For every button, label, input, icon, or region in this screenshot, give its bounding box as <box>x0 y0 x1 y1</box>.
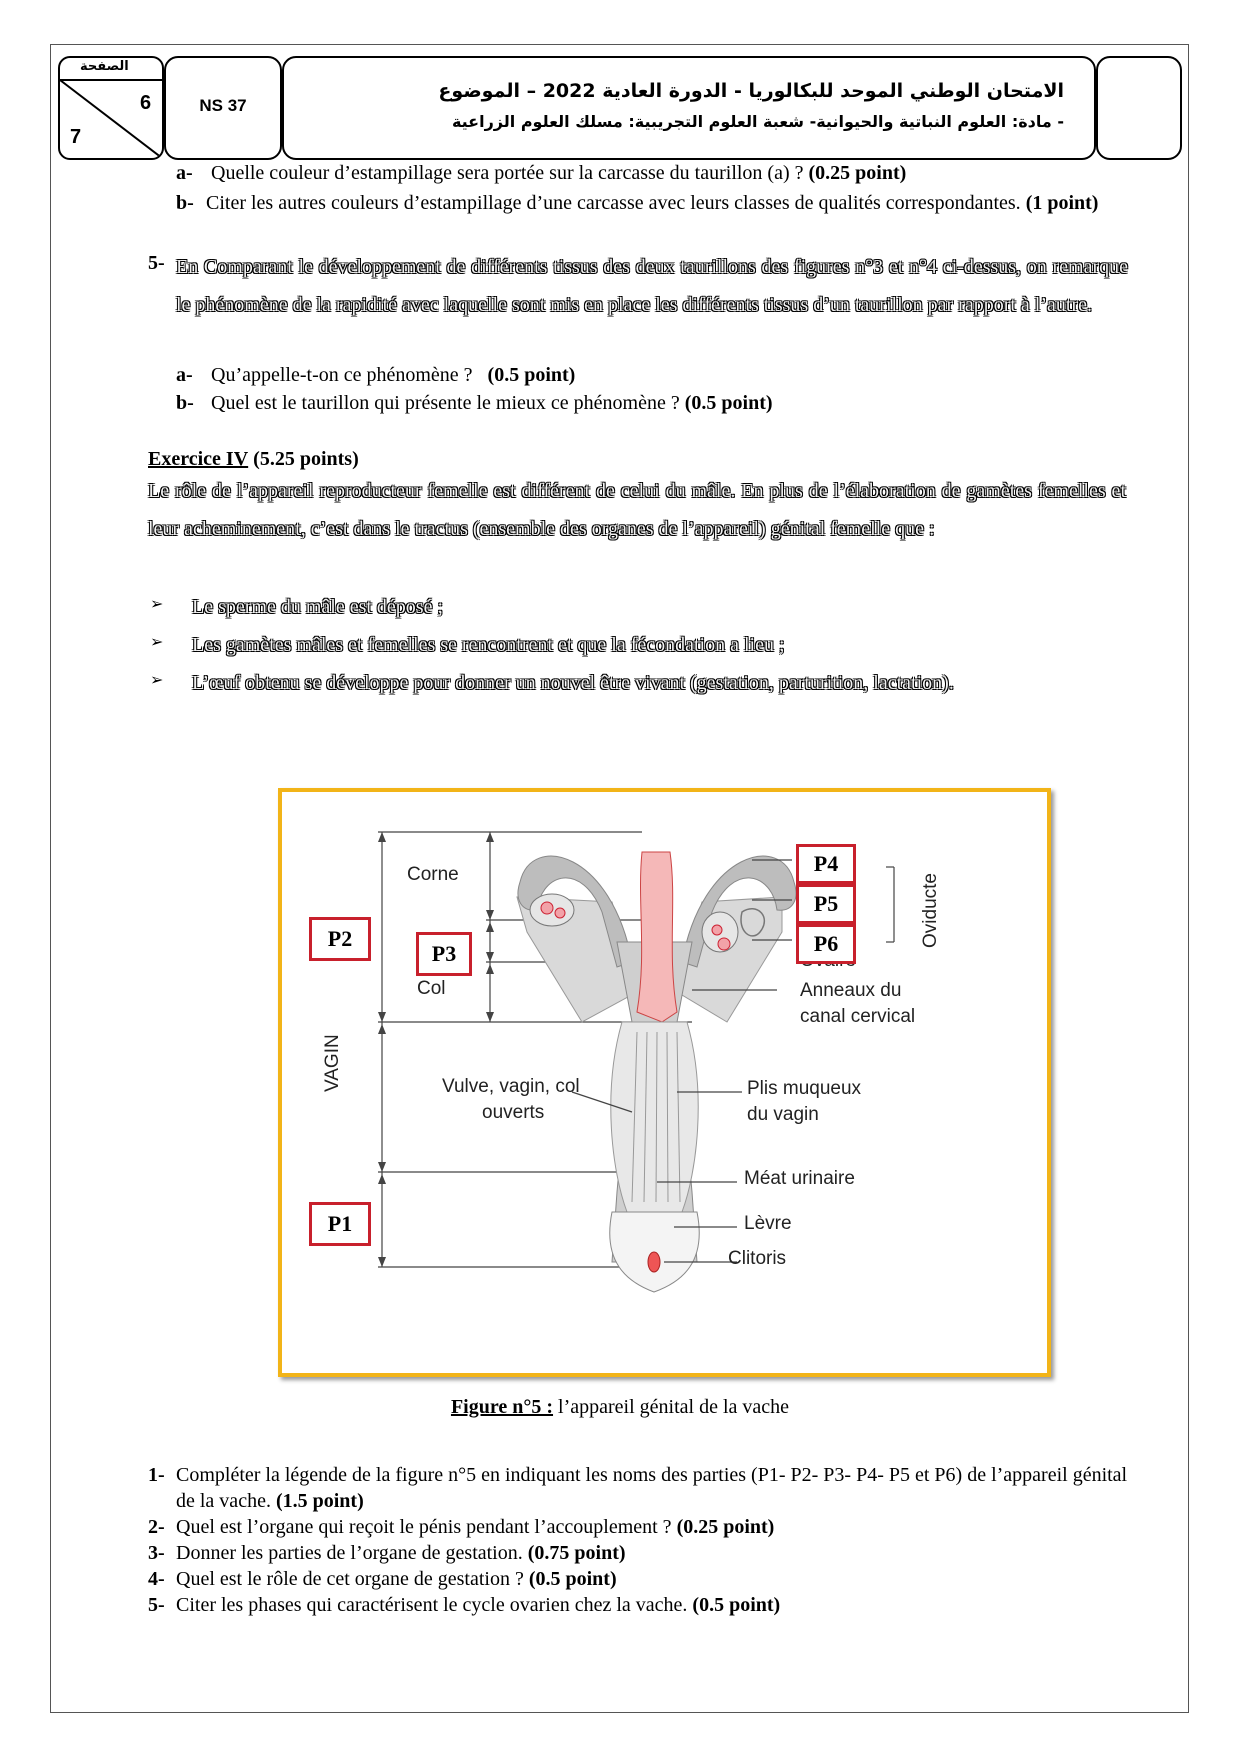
page-number-box <box>58 56 164 160</box>
label-levre: Lèvre <box>744 1213 792 1234</box>
label-clitoris: Clitoris <box>728 1248 787 1269</box>
q5a <box>176 362 1126 388</box>
question-points: (0.5 point) <box>692 1594 781 1616</box>
label-vulve: Vulve, vagin, col <box>442 1076 580 1097</box>
caption-ref: Figure n°5 : <box>450 1396 554 1418</box>
question-num: 4- <box>148 1568 165 1590</box>
title-box <box>282 56 1096 160</box>
question-list <box>148 1462 1128 1618</box>
question-item <box>148 1514 1128 1540</box>
q4b-num: b- <box>176 192 194 214</box>
label-anneaux: Anneaux du <box>800 980 902 1001</box>
q4a-points: (0.25 point) <box>808 162 907 184</box>
bullet-text: Le sperme du mâle est déposé ; <box>192 596 444 618</box>
question-num: 3- <box>148 1542 165 1564</box>
q4a-num: a- <box>176 162 193 184</box>
part-p3: P3 <box>416 932 472 976</box>
bullet-text: Les gamètes mâles et femelles se rencontrent et que la fécondation a lieu ; <box>192 634 785 656</box>
label-vagin: VAGIN <box>322 1034 343 1092</box>
question-item <box>148 1462 1128 1514</box>
q4a <box>176 160 1126 186</box>
exam-subject: - مادة: العلوم النباتية والحيوانية- شعبة العلوم التجريبية: مسلك العلوم الزراعية <box>451 112 1064 131</box>
q4a-text: Quelle couleur d’estampillage sera portée sur la carcasse du taurillon (a) ? <box>211 162 804 184</box>
exam-title: الامتحان الوطني الموحد للبكالوريا - الدورة العادية 2022 – الموضوع <box>438 80 1064 102</box>
exam-code: NS 37 <box>199 96 247 115</box>
caption-text: l’appareil génital de la vache <box>553 1396 790 1418</box>
code-box <box>164 56 282 160</box>
q5a-text: Qu’appelle-t-on ce phénomène ? <box>211 364 473 386</box>
question-text: Donner les parties de l’organe de gestation. <box>176 1542 523 1564</box>
figure-caption <box>0 1396 1240 1419</box>
q4b <box>176 190 1126 216</box>
page-label: الصفحة <box>80 59 129 74</box>
label-plis: Plis muqueux <box>747 1078 862 1099</box>
q5-num: 5- <box>148 252 165 274</box>
question-item <box>148 1592 1128 1618</box>
arrow-bullet-icon: ➢ <box>150 670 164 689</box>
q5 <box>148 248 1128 324</box>
bullet-item <box>148 626 1128 664</box>
page-total: 7 <box>70 126 82 148</box>
exercise-intro: Le rôle de l’appareil reproducteur femelle est différent de celui du mâle. En plus de l’élaboration de gamètes femelles et leur acheminement, c’est dans le tractus (ensemble des organes de l’appareil) génital femelle que : <box>148 480 1126 540</box>
blank-box <box>1096 56 1182 160</box>
label-corne: Corne <box>407 864 459 885</box>
question-text: Citer les phases qui caractérisent le cycle ovarien chez la vache. <box>176 1594 688 1616</box>
part-p2: P2 <box>309 917 371 961</box>
part-p4: P4 <box>796 844 856 884</box>
bullet-item <box>148 664 1128 740</box>
q4b-body <box>206 190 1126 216</box>
label-plis-2: du vagin <box>747 1104 819 1125</box>
exercise-points: (5.25 points) <box>253 448 359 470</box>
question-item <box>148 1540 1128 1566</box>
bullet-list <box>148 588 1128 740</box>
part-p1: P1 <box>309 1202 371 1246</box>
q5b-text: Quel est le taurillon qui présente le mieux ce phénomène ? <box>211 392 680 414</box>
q5b <box>176 390 1126 416</box>
q4b-points: (1 point) <box>1025 192 1099 214</box>
q5-text: En Comparant le développement de différents tissus des deux taurillons des figures n°3 et n°4 ci-dessus, on remarque le phénomène de la rapidité avec laquelle sont mis en place les différents tissus d’un taurillon par rapport à l’autre. <box>176 256 1128 316</box>
arrow-bullet-icon: ➢ <box>150 632 164 651</box>
label-vulve-2: ouverts <box>482 1102 545 1123</box>
page-number: 6 <box>140 92 152 114</box>
label-canal: canal cervical <box>800 1006 916 1027</box>
part-p5: P5 <box>796 884 856 924</box>
part-p6: P6 <box>796 924 856 964</box>
exercise-title: Exercice IV <box>148 448 249 470</box>
arrow-bullet-icon: ➢ <box>150 594 164 613</box>
question-num: 1- <box>148 1464 165 1486</box>
label-meat: Méat urinaire <box>744 1168 855 1189</box>
question-num: 5- <box>148 1594 165 1616</box>
question-points: (0.5 point) <box>528 1568 617 1590</box>
question-points: (1.5 point) <box>275 1490 364 1512</box>
figure-5 <box>278 788 1051 1377</box>
question-points: (0.75 point) <box>527 1542 626 1564</box>
bullet-text: L’œuf obtenu se développe pour donner un nouvel être vivant (gestation, parturition, lactation). <box>192 672 954 694</box>
q5b-points: (0.5 point) <box>684 392 773 414</box>
exercise-heading <box>148 446 359 472</box>
label-oviducte: Oviducte <box>920 873 941 948</box>
q5a-points: (0.5 point) <box>487 364 576 386</box>
q5a-num: a- <box>176 364 193 386</box>
label-col: Col <box>417 978 446 999</box>
q5b-num: b- <box>176 392 194 414</box>
bullet-item <box>148 588 1128 626</box>
question-text: Quel est l’organe qui reçoit le pénis pendant l’accouplement ? <box>176 1516 672 1538</box>
question-num: 2- <box>148 1516 165 1538</box>
q4b-text: Citer les autres couleurs d’estampillage d’une carcasse avec leurs classes de qualités correspondantes. <box>206 192 1021 214</box>
question-text: Compléter la légende de la figure n°5 en indiquant les noms des parties (P1- P2- P3- P4- P5 et P6) de l’appareil génital de la vache. <box>176 1464 1128 1512</box>
question-item <box>148 1566 1128 1592</box>
question-text: Quel est le rôle de cet organe de gestation ? <box>176 1568 524 1590</box>
question-points: (0.25 point) <box>676 1516 775 1538</box>
